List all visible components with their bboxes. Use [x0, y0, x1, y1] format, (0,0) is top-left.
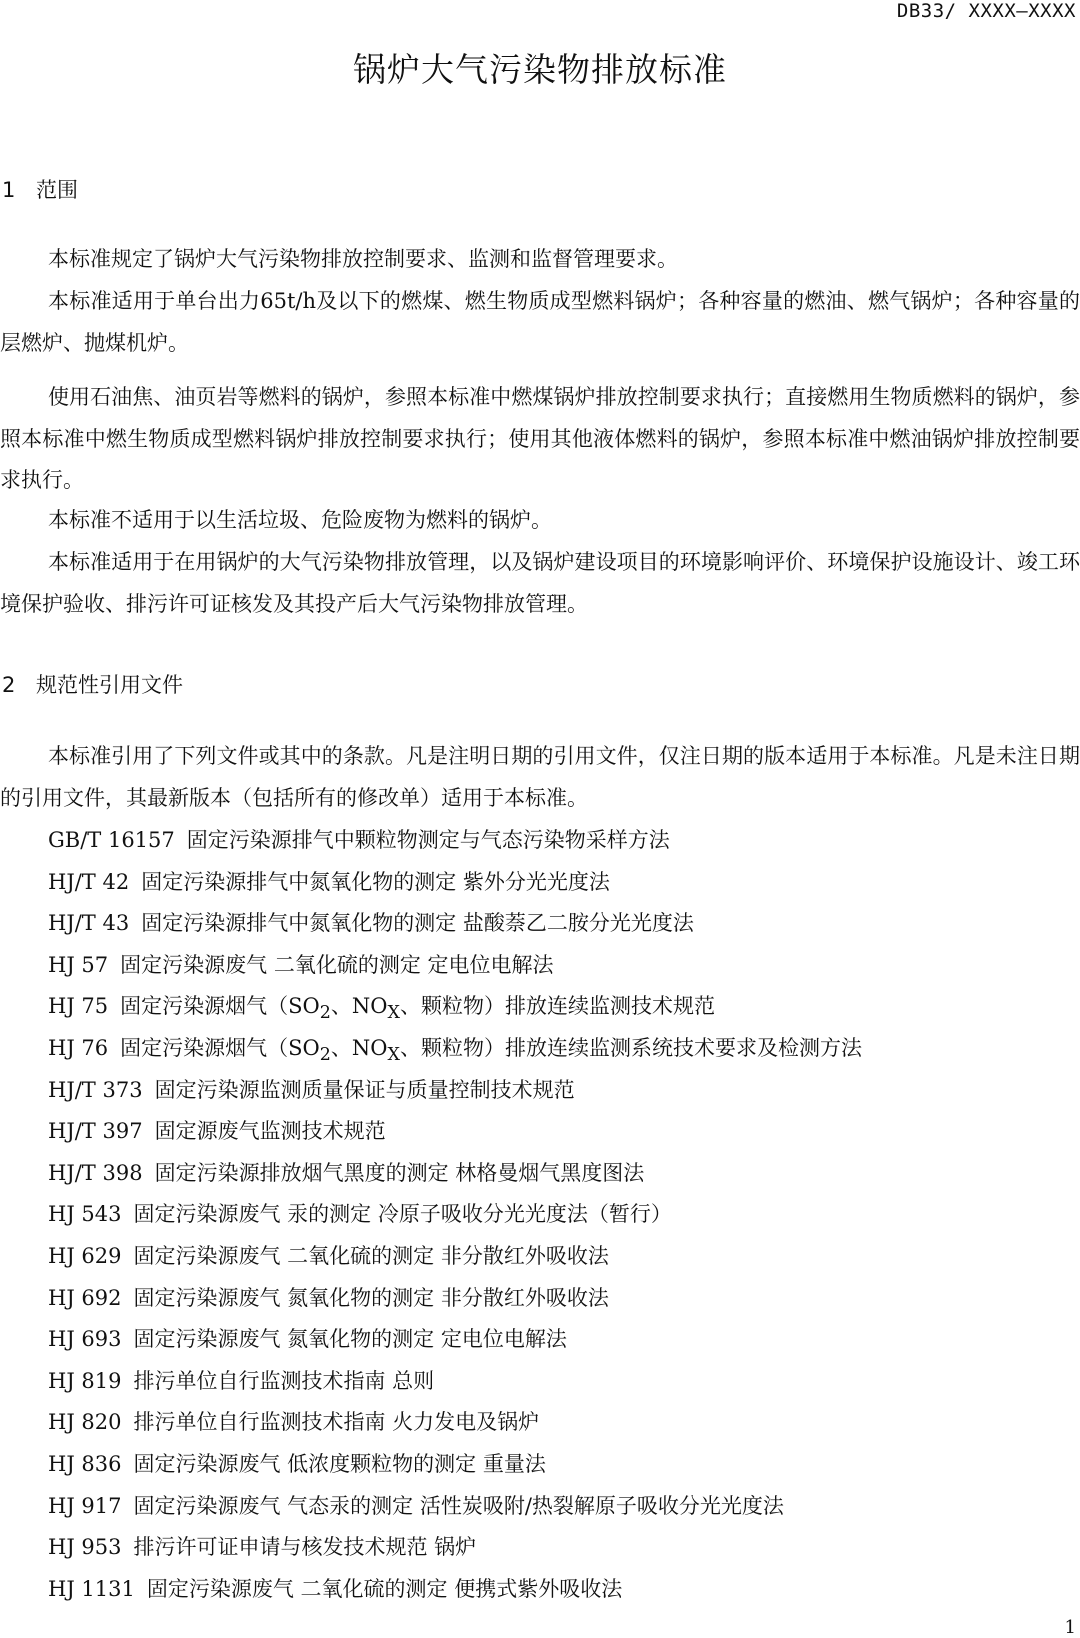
reference-name: 固定污染源排气中颗粒物测定与气态污染物采样方法 — [186, 828, 670, 852]
reference-item — [48, 1194, 862, 1236]
page-number: 1 — [1064, 1617, 1076, 1638]
paragraph: 本标准适用于在用锅炉的大气污染物排放管理，以及锅炉建设项目的环境影响评价、环境保护设施设计、竣工环境保护验收、排污许可证核发及其投产后大气污染物排放管理。 — [0, 550, 1080, 616]
reference-item — [48, 1527, 862, 1569]
reference-item — [48, 862, 862, 904]
reference-item — [48, 1236, 862, 1278]
reference-item — [48, 1153, 862, 1195]
reference-name: 固定污染源排气中氮氧化物的测定 紫外分光光度法 — [141, 869, 610, 894]
reference-name: 固定污染源废气 二氧化硫的测定 便携式紫外吸收法 — [146, 1576, 623, 1601]
reference-code: HJ/T 397 — [48, 1119, 143, 1144]
reference-item — [48, 1278, 862, 1320]
reference-name: 固定污染源监测质量保证与质量控制技术规范 — [154, 1077, 575, 1102]
reference-item — [48, 1319, 862, 1361]
subscript: X — [387, 1003, 400, 1024]
reference-name: 固定源废气监测技术规范 — [154, 1119, 386, 1144]
reference-code: GB/T 16157 — [48, 828, 175, 852]
reference-item — [48, 1028, 862, 1070]
reference-code: HJ 629 — [48, 1243, 122, 1268]
document-code: DB33/ XXXX—XXXX — [896, 0, 1076, 22]
reference-code: HJ/T 373 — [48, 1077, 143, 1102]
reference-name — [120, 994, 715, 1024]
reference-code: HJ/T 42 — [48, 869, 130, 894]
paragraph: 本标准适用于单台出力65t/h及以下的燃煤、燃生物质成型燃料锅炉；各种容量的燃油、燃气锅炉；各种容量的层燃炉、抛煤机炉。 — [0, 289, 1080, 355]
reference-name: 固定污染源排气中氮氧化物的测定 盐酸萘乙二胺分光光度法 — [141, 911, 694, 936]
section-title: 规范性引用文件 — [36, 673, 183, 697]
paragraph: 使用石油焦、油页岩等燃料的锅炉，参照本标准中燃煤锅炉排放控制要求执行；直接燃用生物质燃料的锅炉，参照本标准中燃生物质成型燃料锅炉排放控制要求执行；使用其他液体燃料的锅炉，参照本标准中燃油锅炉排放控制要求执行。 — [0, 385, 1080, 492]
reference-name: 排污单位自行监测技术指南 火力发电及锅炉 — [133, 1410, 540, 1435]
reference-name: 固定污染源废气 低浓度颗粒物的测定 重量法 — [133, 1451, 546, 1476]
reference-code: HJ 76 — [48, 1035, 109, 1060]
reference-code: HJ 819 — [48, 1368, 122, 1393]
reference-name-part: 、颗粒物）排放连续监测系统技术要求及检测方法 — [399, 1035, 862, 1060]
reference-item — [48, 986, 862, 1028]
reference-code: HJ/T 398 — [48, 1160, 143, 1185]
reference-name: 固定污染源废气 二氧化硫的测定 定电位电解法 — [120, 952, 554, 977]
subscript: 2 — [319, 1003, 331, 1024]
reference-name: 排污单位自行监测技术指南 总则 — [133, 1368, 435, 1393]
paragraph: 本标准不适用于以生活垃圾、危险废物为燃料的锅炉。 — [48, 508, 552, 532]
reference-name: 固定污染源废气 汞的测定 冷原子吸收分光光度法（暂行） — [133, 1202, 672, 1227]
reference-name: 固定污染源废气 气态汞的测定 活性炭吸附/热裂解原子吸收分光光度法 — [133, 1493, 784, 1518]
section-title: 范围 — [36, 178, 78, 202]
reference-name-part: 固定污染源烟气（SO — [120, 1035, 320, 1060]
reference-name-part: 、NO — [330, 994, 388, 1019]
section-number: 1 — [2, 178, 16, 202]
reference-code: HJ 543 — [48, 1202, 122, 1227]
reference-list — [48, 820, 862, 1610]
reference-item — [48, 1111, 862, 1153]
reference-item — [48, 945, 862, 987]
reference-name: 固定污染源废气 氮氧化物的测定 定电位电解法 — [133, 1327, 567, 1352]
reference-name: 固定污染源废气 氮氧化物的测定 非分散红外吸收法 — [133, 1285, 609, 1310]
reference-item — [48, 1402, 862, 1444]
reference-item — [48, 1070, 862, 1112]
reference-code: HJ/T 43 — [48, 911, 130, 936]
section-heading-normative-references — [2, 669, 183, 699]
reference-item — [48, 903, 862, 945]
reference-item — [48, 820, 862, 862]
subscript: 2 — [319, 1045, 331, 1066]
reference-code: HJ 820 — [48, 1410, 122, 1435]
section-heading-scope — [2, 174, 78, 204]
reference-code: HJ 75 — [48, 994, 109, 1019]
reference-name-part: 、NO — [330, 1035, 388, 1060]
reference-code: HJ 836 — [48, 1451, 122, 1476]
reference-name: 固定污染源废气 二氧化硫的测定 非分散红外吸收法 — [133, 1243, 609, 1268]
reference-code: HJ 1131 — [48, 1576, 135, 1601]
document-title: 锅炉大气污染物排放标准 — [353, 50, 727, 89]
reference-name — [120, 1035, 862, 1066]
reference-item — [48, 1486, 862, 1528]
section-number: 2 — [2, 673, 16, 697]
reference-name: 排污许可证申请与核发技术规范 锅炉 — [133, 1535, 477, 1560]
reference-name: 固定污染源排放烟气黑度的测定 林格曼烟气黑度图法 — [154, 1160, 645, 1185]
paragraph: 本标准引用了下列文件或其中的条款。凡是注明日期的引用文件，仅注日期的版本适用于本标准。凡是未注日期的引用文件，其最新版本（包括所有的修改单）适用于本标准。 — [0, 744, 1080, 810]
reference-item — [48, 1569, 862, 1611]
reference-code: HJ 692 — [48, 1285, 122, 1310]
paragraph: 本标准规定了锅炉大气污染物排放控制要求、监测和监督管理要求。 — [48, 247, 678, 271]
reference-item — [48, 1444, 862, 1486]
reference-code: HJ 953 — [48, 1535, 122, 1560]
reference-code: HJ 693 — [48, 1327, 122, 1352]
reference-code: HJ 917 — [48, 1493, 122, 1518]
reference-item — [48, 1361, 862, 1403]
reference-name-part: 固定污染源烟气（SO — [120, 994, 320, 1019]
subscript: X — [387, 1045, 400, 1066]
reference-name-part: 、颗粒物）排放连续监测技术规范 — [399, 994, 715, 1019]
reference-code: HJ 57 — [48, 952, 109, 977]
